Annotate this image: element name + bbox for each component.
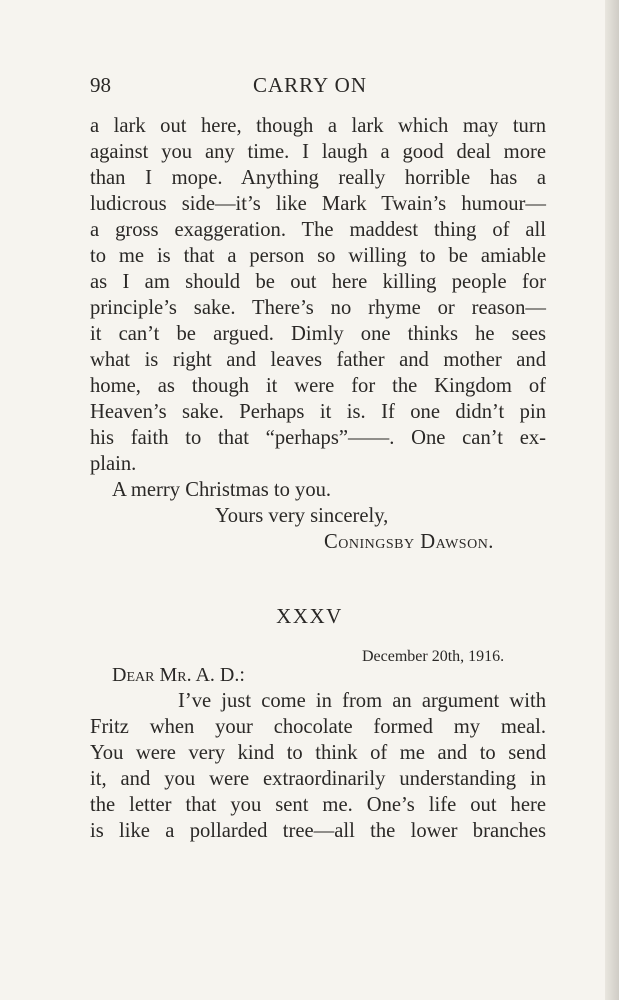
text-line: home, as though it were for the Kingdom of (90, 375, 546, 397)
text-line: I’ve just come in from an argument with (178, 690, 546, 712)
page-header (90, 73, 530, 103)
text-line: plain. (90, 453, 137, 475)
letter-date: December 20th, 1916. (362, 648, 505, 665)
text-line: is like a pollarded tree—all the lower branches (90, 820, 546, 842)
salutation: Dear Mr. A. D.: (112, 664, 245, 686)
text-line: a lark out here, though a lark which may turn (90, 115, 546, 137)
text-line: to me is that a person so willing to be amiable (90, 245, 546, 267)
letter-continued-body (90, 113, 546, 555)
text-line: than I mope. Anything really horrible has a (90, 167, 546, 189)
text-line: against you any time. I laugh a good deal more (90, 141, 546, 163)
text-line: a gross exaggeration. The maddest thing of all (90, 219, 546, 241)
text-line: the letter that you sent me. One’s life out here (90, 794, 546, 816)
text-line: it, and you were extraordinarily understanding in (90, 768, 546, 790)
text-line: his faith to that “perhaps”——. One can’t ex- (90, 427, 546, 449)
running-head: CARRY ON (253, 73, 367, 97)
section-number: XXXV (276, 604, 343, 628)
page-edge (605, 0, 619, 1000)
text-line: Fritz when your chocolate formed my meal. (90, 716, 546, 738)
page-number: 98 (90, 73, 111, 97)
text-line: Heaven’s sake. Perhaps it is. If one didn’t pin (90, 401, 546, 423)
sign-off: Yours very sincerely, (215, 505, 389, 527)
signature: Coningsby Dawson. (324, 531, 494, 553)
text-line: principle’s sake. There’s no rhyme or reason— (90, 297, 546, 319)
text-line: as I am should be out here killing people for (90, 271, 546, 293)
next-letter-body (90, 688, 546, 844)
text-line: You were very kind to think of me and to send (90, 742, 546, 764)
text-line: what is right and leaves father and mother and (90, 349, 546, 371)
closing-line: A merry Christmas to you. (112, 479, 332, 501)
text-line: ludicrous side—it’s like Mark Twain’s humour— (90, 193, 546, 215)
text-line: it can’t be argued. Dimly one thinks he sees (90, 323, 546, 345)
